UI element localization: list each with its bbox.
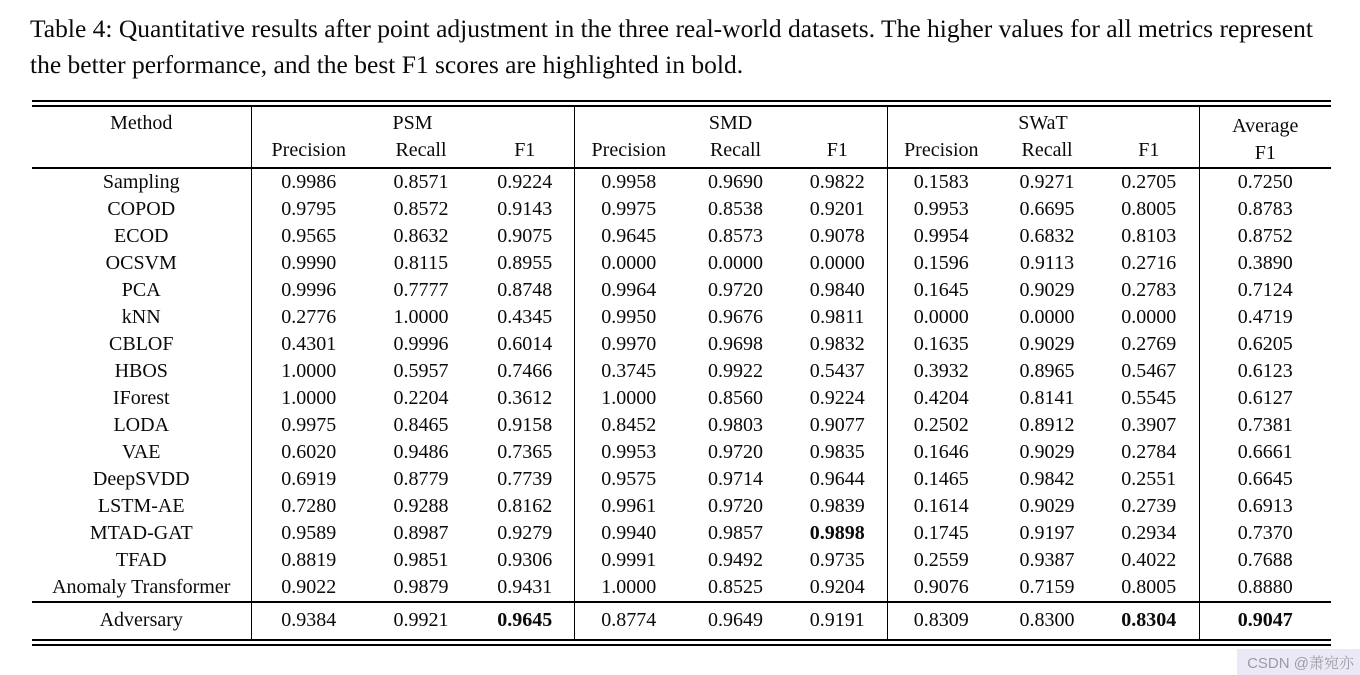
value-cell: 0.8115 — [393, 252, 449, 274]
value-cell: 0.5437 — [809, 360, 865, 382]
value-cell: 0.9975 — [251, 412, 366, 439]
value-cell: 1.0000 — [251, 385, 366, 412]
value-cell: 0.9953 — [574, 439, 683, 466]
method-header: Method — [110, 112, 173, 134]
value-cell: 0.9486 — [393, 441, 449, 463]
value-cell: 0.7688 — [1199, 547, 1331, 574]
value-cell: 0.9075 — [497, 225, 553, 247]
value-cell: 0.9961 — [574, 493, 683, 520]
table-row — [32, 574, 1331, 602]
value-cell: 0.7777 — [393, 279, 449, 301]
value-cell: 0.9279 — [497, 522, 553, 544]
value-cell: 0.2716 — [1121, 252, 1177, 274]
value-cell: 0.1465 — [887, 466, 995, 493]
value-cell: 0.8560 — [708, 387, 764, 409]
value-cell: 0.7124 — [1199, 277, 1331, 304]
value-cell: 0.9991 — [574, 547, 683, 574]
method-cell: LSTM-AE — [97, 495, 185, 517]
value-cell: 0.9047 — [1199, 602, 1331, 639]
value-cell: 0.9975 — [574, 196, 683, 223]
value-cell: 0.2502 — [887, 412, 995, 439]
value-cell: 0.8779 — [393, 468, 449, 490]
value-cell: 0.7370 — [1199, 520, 1331, 547]
value-cell: 0.6919 — [251, 466, 366, 493]
value-cell: 0.9644 — [809, 468, 865, 490]
value-cell: 0.0000 — [574, 250, 683, 277]
value-cell: 0.8304 — [1099, 602, 1199, 639]
value-cell: 0.6913 — [1199, 493, 1331, 520]
method-cell: COPOD — [107, 198, 176, 220]
value-cell: 0.9649 — [683, 602, 788, 639]
value-cell: 0.9950 — [574, 304, 683, 331]
value-cell: 0.5957 — [393, 360, 449, 382]
value-cell: 0.9306 — [497, 549, 553, 571]
method-cell: kNN — [121, 306, 161, 328]
value-cell: 0.9197 — [1019, 522, 1075, 544]
value-cell: 0.2934 — [1121, 522, 1177, 544]
value-cell: 1.0000 — [251, 358, 366, 385]
table-wrapper — [32, 100, 1331, 646]
value-cell: 0.7739 — [497, 468, 553, 490]
psm-precision-header: Precision — [251, 137, 366, 168]
method-cell: IForest — [112, 387, 170, 409]
value-cell: 0.9986 — [251, 168, 366, 196]
table-caption: Table 4: Quantitative results after point adjustment in the three real-world datasets. The higher values for all metrics represent the better performance, and the best F1 scores are highlighted in bold. — [30, 14, 1313, 79]
smd-recall-header: Recall — [709, 139, 762, 161]
value-cell: 0.3907 — [1121, 414, 1177, 436]
average-header-line2: F1 — [1254, 142, 1276, 164]
value-cell: 0.9720 — [708, 495, 764, 517]
value-cell: 0.9645 — [574, 223, 683, 250]
value-cell: 0.8965 — [1019, 360, 1075, 382]
value-cell: 0.2769 — [1121, 333, 1177, 355]
table-row — [32, 493, 1331, 520]
table-row — [32, 412, 1331, 439]
value-cell: 0.9271 — [1019, 171, 1075, 193]
swat-precision-header: Precision — [887, 137, 995, 168]
bottom-double-rule — [32, 639, 1331, 646]
table-row — [32, 602, 1331, 639]
smd-f1-header: F1 — [826, 139, 848, 161]
value-cell: 0.8880 — [1199, 574, 1331, 602]
value-cell: 0.6645 — [1199, 466, 1331, 493]
psm-f1-header: F1 — [514, 139, 536, 161]
value-cell: 0.7250 — [1199, 168, 1331, 196]
value-cell: 0.4345 — [497, 306, 553, 328]
table-body — [32, 168, 1331, 639]
value-cell: 0.2776 — [251, 304, 366, 331]
method-cell: TFAD — [115, 549, 167, 571]
results-table — [32, 107, 1331, 639]
value-cell: 0.3745 — [574, 358, 683, 385]
value-cell: 0.5545 — [1121, 387, 1177, 409]
value-cell: 0.8955 — [497, 252, 553, 274]
value-cell: 0.9288 — [393, 495, 449, 517]
table-row — [32, 196, 1331, 223]
value-cell: 0.9029 — [1019, 495, 1075, 517]
value-cell: 0.8103 — [1121, 225, 1177, 247]
value-cell: 0.9384 — [251, 602, 366, 639]
table-row — [32, 331, 1331, 358]
value-cell: 0.9113 — [1019, 252, 1075, 274]
value-cell: 0.9879 — [393, 576, 449, 598]
table-row — [32, 466, 1331, 493]
value-cell: 0.2559 — [887, 547, 995, 574]
value-cell: 1.0000 — [574, 574, 683, 602]
method-cell: Sampling — [102, 171, 180, 193]
value-cell: 0.8525 — [708, 576, 764, 598]
value-cell: 0.8538 — [708, 198, 764, 220]
value-cell: 1.0000 — [393, 306, 449, 328]
value-cell: 0.0000 — [708, 252, 764, 274]
value-cell: 0.6661 — [1199, 439, 1331, 466]
value-cell: 0.6123 — [1199, 358, 1331, 385]
method-cell: PCA — [121, 279, 161, 301]
table-row — [32, 223, 1331, 250]
value-cell: 0.9565 — [251, 223, 366, 250]
table-row — [32, 304, 1331, 331]
table-row — [32, 250, 1331, 277]
psm-recall-header: Recall — [395, 139, 447, 161]
method-cell: HBOS — [114, 360, 168, 382]
average-header-line1: Average — [1232, 115, 1299, 137]
value-cell: 0.9851 — [393, 549, 449, 571]
value-cell: 0.8752 — [1199, 223, 1331, 250]
group-header-psm: PSM — [251, 107, 574, 137]
average-f1-header — [1199, 107, 1331, 168]
value-cell: 0.2783 — [1121, 279, 1177, 301]
value-cell: 0.0000 — [1121, 306, 1177, 328]
value-cell: 0.8465 — [393, 414, 449, 436]
top-double-rule — [32, 100, 1331, 107]
value-cell: 0.2784 — [1121, 441, 1177, 463]
value-cell: 0.1745 — [887, 520, 995, 547]
value-cell: 0.9492 — [708, 549, 764, 571]
value-cell: 0.9204 — [809, 576, 865, 598]
value-cell: 0.1596 — [887, 250, 995, 277]
value-cell: 0.3612 — [497, 387, 553, 409]
value-cell: 0.9996 — [251, 277, 366, 304]
method-cell: Adversary — [32, 602, 251, 639]
value-cell: 0.9842 — [1019, 468, 1075, 490]
value-cell: 0.4719 — [1199, 304, 1331, 331]
value-cell: 0.9990 — [251, 250, 366, 277]
value-cell: 0.8748 — [497, 279, 553, 301]
value-cell: 0.6127 — [1199, 385, 1331, 412]
method-cell: VAE — [121, 441, 161, 463]
value-cell: 0.9839 — [809, 495, 865, 517]
value-cell: 0.9078 — [809, 225, 865, 247]
value-cell: 0.7280 — [251, 493, 366, 520]
value-cell: 0.9224 — [497, 171, 553, 193]
value-cell: 0.2204 — [393, 387, 449, 409]
value-cell: 0.6020 — [251, 439, 366, 466]
value-cell: 0.9940 — [574, 520, 683, 547]
value-cell: 0.1646 — [887, 439, 995, 466]
value-cell: 0.9143 — [497, 198, 553, 220]
value-cell: 0.9922 — [708, 360, 764, 382]
value-cell: 0.8571 — [393, 171, 449, 193]
value-cell: 0.9996 — [393, 333, 449, 355]
value-cell: 0.9029 — [1019, 279, 1075, 301]
table-header — [32, 107, 1331, 168]
value-cell: 1.0000 — [574, 385, 683, 412]
value-cell: 0.9029 — [1019, 441, 1075, 463]
value-cell: 0.9698 — [708, 333, 764, 355]
value-cell: 0.8783 — [1199, 196, 1331, 223]
swat-f1-header: F1 — [1138, 139, 1160, 161]
value-cell: 0.5467 — [1121, 360, 1177, 382]
csdn-watermark: CSDN @萧宛亦 — [1237, 649, 1360, 675]
value-cell: 0.9191 — [788, 602, 887, 639]
value-cell: 0.9954 — [887, 223, 995, 250]
value-cell: 0.7381 — [1199, 412, 1331, 439]
value-cell: 0.8005 — [1121, 576, 1177, 598]
value-cell: 0.8573 — [708, 225, 764, 247]
value-cell: 0.9720 — [708, 441, 764, 463]
value-cell: 0.9387 — [1019, 549, 1075, 571]
value-cell: 0.9077 — [809, 414, 865, 436]
value-cell: 0.9022 — [251, 574, 366, 602]
value-cell: 0.9921 — [366, 602, 476, 639]
value-cell: 0.9970 — [574, 331, 683, 358]
header-group-row — [32, 107, 1331, 137]
value-cell: 0.8452 — [574, 412, 683, 439]
value-cell: 0.1614 — [887, 493, 995, 520]
value-cell: 0.9832 — [809, 333, 865, 355]
value-cell: 0.7159 — [1019, 576, 1075, 598]
group-header-smd: SMD — [574, 107, 887, 137]
value-cell: 0.9953 — [887, 196, 995, 223]
value-cell: 0.1583 — [887, 168, 995, 196]
value-cell: 0.1645 — [887, 277, 995, 304]
value-cell: 0.4204 — [887, 385, 995, 412]
table-row — [32, 277, 1331, 304]
value-cell: 0.7365 — [497, 441, 553, 463]
value-cell: 0.6695 — [1019, 198, 1075, 220]
value-cell: 0.9690 — [708, 171, 764, 193]
value-cell: 0.9803 — [708, 414, 764, 436]
value-cell: 0.9431 — [497, 576, 553, 598]
value-cell: 0.2739 — [1121, 495, 1177, 517]
method-cell: LODA — [113, 414, 170, 436]
value-cell: 0.6205 — [1199, 331, 1331, 358]
value-cell: 0.8632 — [393, 225, 449, 247]
value-cell: 0.2551 — [1121, 468, 1177, 490]
value-cell: 0.9958 — [574, 168, 683, 196]
value-cell: 0.9645 — [476, 602, 574, 639]
value-cell: 0.9857 — [708, 522, 764, 544]
value-cell: 0.9840 — [809, 279, 865, 301]
value-cell: 0.8141 — [1019, 387, 1075, 409]
value-cell: 0.8005 — [1121, 198, 1177, 220]
value-cell: 0.9076 — [887, 574, 995, 602]
value-cell: 0.0000 — [887, 304, 995, 331]
swat-recall-header: Recall — [1021, 139, 1073, 161]
value-cell: 0.4301 — [251, 331, 366, 358]
table-row — [32, 547, 1331, 574]
value-cell: 0.9898 — [809, 522, 865, 544]
value-cell: 0.8819 — [251, 547, 366, 574]
group-header-swat: SWaT — [887, 107, 1199, 137]
value-cell: 0.0000 — [809, 252, 865, 274]
value-cell: 0.0000 — [1019, 306, 1075, 328]
value-cell: 0.9029 — [1019, 333, 1075, 355]
value-cell: 0.9589 — [251, 520, 366, 547]
table-row — [32, 168, 1331, 196]
value-cell: 0.8309 — [887, 602, 995, 639]
value-cell: 0.8912 — [1019, 414, 1075, 436]
method-cell: ECOD — [114, 225, 169, 247]
table-row — [32, 358, 1331, 385]
method-cell: CBLOF — [109, 333, 174, 355]
value-cell: 0.7466 — [497, 360, 553, 382]
table-row — [32, 520, 1331, 547]
value-cell: 0.8162 — [497, 495, 553, 517]
value-cell: 0.9811 — [810, 306, 865, 328]
method-cell: Anomaly Transformer — [52, 576, 231, 598]
value-cell: 0.9795 — [251, 196, 366, 223]
value-cell: 0.9158 — [497, 414, 553, 436]
value-cell: 0.1635 — [887, 331, 995, 358]
value-cell: 0.9575 — [574, 466, 683, 493]
value-cell: 0.4022 — [1121, 549, 1177, 571]
value-cell: 0.9201 — [809, 198, 865, 220]
value-cell: 0.9735 — [809, 549, 865, 571]
value-cell: 0.6014 — [497, 333, 553, 355]
value-cell: 0.6832 — [1019, 225, 1075, 247]
value-cell: 0.9720 — [708, 279, 764, 301]
value-cell: 0.8572 — [393, 198, 449, 220]
table-row — [32, 385, 1331, 412]
method-cell: DeepSVDD — [92, 468, 190, 490]
value-cell: 0.8774 — [574, 602, 683, 639]
value-cell: 0.8987 — [393, 522, 449, 544]
value-cell: 0.3890 — [1199, 250, 1331, 277]
value-cell: 0.9835 — [809, 441, 865, 463]
value-cell: 0.9676 — [708, 306, 764, 328]
value-cell: 0.2705 — [1121, 171, 1177, 193]
value-cell: 0.9224 — [809, 387, 865, 409]
table-row — [32, 439, 1331, 466]
value-cell: 0.8300 — [995, 602, 1099, 639]
value-cell: 0.3932 — [887, 358, 995, 385]
value-cell: 0.9964 — [574, 277, 683, 304]
smd-precision-header: Precision — [574, 137, 683, 168]
method-cell: MTAD-GAT — [89, 522, 193, 544]
method-cell: OCSVM — [105, 252, 177, 274]
value-cell: 0.9822 — [809, 171, 865, 193]
value-cell: 0.9714 — [708, 468, 764, 490]
